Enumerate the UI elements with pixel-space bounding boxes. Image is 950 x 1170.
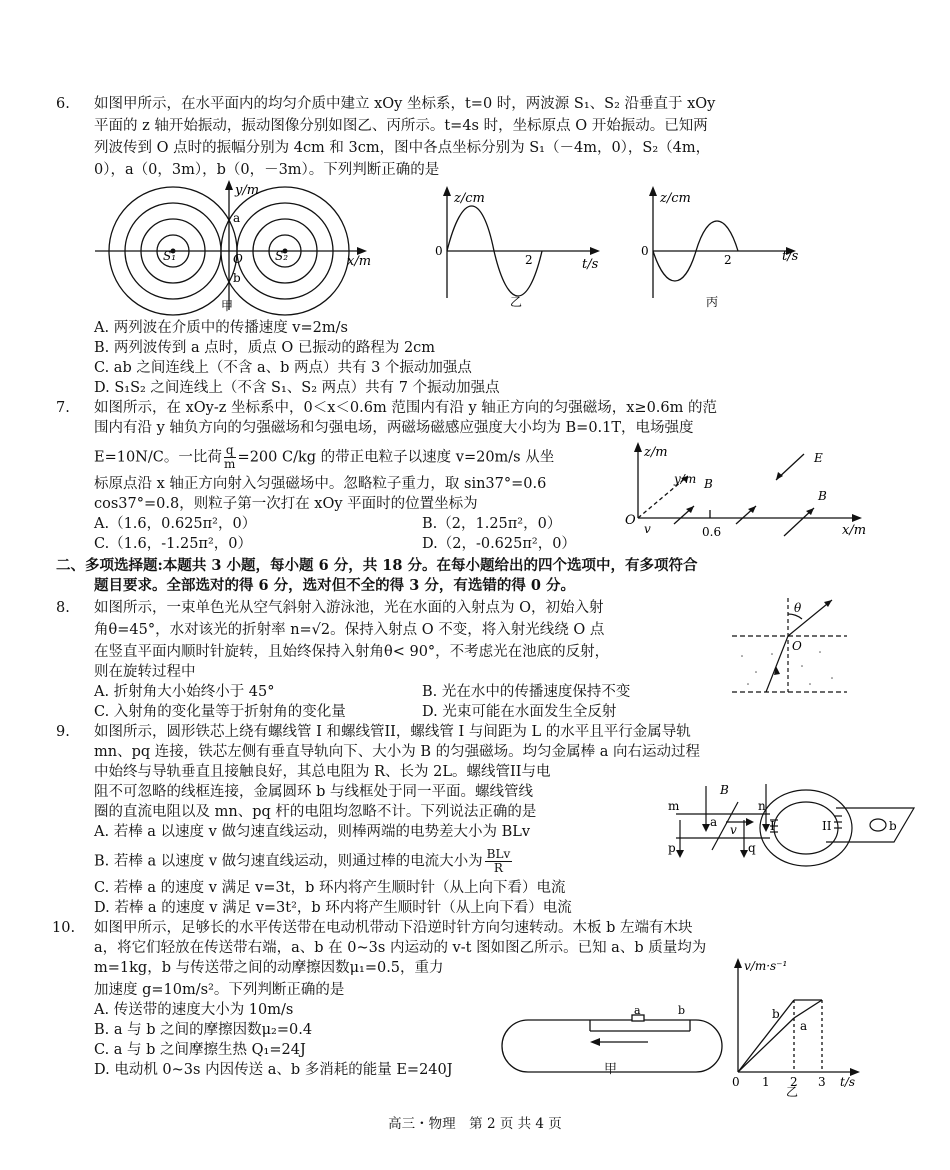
q8-line-4: 则在旋转过程中 — [94, 664, 196, 680]
fig9-coil-i: I — [770, 819, 775, 833]
fig-jia-caption: 甲 — [221, 299, 234, 313]
q8-line-1: 如图所示，一束单色光从空气斜射入游泳池，光在水面的入射点为 O，初始入射 — [94, 600, 604, 616]
q7-line-5: cos37°=0.8，则粒子第一次打在 xOy 平面时的位置坐标为 — [94, 496, 478, 512]
q6-number: 6. — [56, 96, 70, 112]
q7-option-d[interactable]: D.（2，-0.625π²，0） — [422, 536, 576, 552]
fig9-v: v — [730, 823, 737, 837]
fig9-b: B — [720, 783, 729, 797]
q8-option-a[interactable]: A. 折射角大小始终小于 45° — [94, 684, 275, 700]
fig10-v-label: v/m·s⁻¹ — [744, 959, 788, 973]
q7-fraction-top: q — [225, 443, 234, 457]
fig8-o: O — [792, 639, 802, 653]
fig7-origin: O — [625, 513, 636, 528]
fig-yi-two: 2 — [525, 253, 533, 267]
q6-figure-jia — [95, 182, 380, 317]
fig-yi-caption: 乙 — [510, 295, 523, 309]
q7-option-b[interactable]: B.（2，1.25π²，0） — [422, 516, 562, 532]
q7-option-a[interactable]: A.（1.6，0.625π²，0） — [94, 516, 257, 532]
q9-line-2: mn、pq 连接，铁芯左侧有垂直导轨向下、大小为 B 的匀强磁场。均匀金属棒 a 向右运动过程 — [94, 744, 700, 760]
fig10-b: b — [678, 1004, 686, 1017]
fig10-t0: 0 — [732, 1075, 740, 1089]
fig7-b1: B — [704, 477, 713, 491]
fig7-z-label: z/m — [644, 445, 668, 460]
q9-line-1: 如图所示，圆形铁芯上绕有螺线管 I 和螺线管II，螺线管 I 与间距为 L 的水平且平行金属导轨 — [94, 724, 691, 740]
q10-option-b[interactable]: B. a 与 b 之间的摩擦因数μ₂=0.4 — [94, 1022, 313, 1038]
q9-line-4: 阻不可忽略的线框连接，金属圆环 b 与线框处于同一平面。螺线管线 — [94, 784, 533, 800]
q7-line-3 — [94, 444, 554, 471]
q10-line-2: a，将它们轻放在传送带右端，a、b 在 0~3s 内运动的 v-t 图如图乙所示。已知 a、b 质量均为 — [94, 940, 707, 956]
q6-option-a[interactable]: A. 两列波在介质中的传播速度 v=2m/s — [94, 320, 348, 336]
q10-figure-yi — [722, 958, 872, 1098]
fig10-t1: 1 — [762, 1075, 770, 1089]
q7-number: 7. — [56, 400, 70, 416]
q9-option-c[interactable]: C. 若棒 a 的速度 v 满足 v=3t，b 环内将产生顺时针（从上向下看）电流 — [94, 880, 566, 896]
fig10-line-b: b — [772, 1007, 780, 1021]
q8-line-3: 在竖直平面内顺时针旋转，且始终保持入射角θ< 90°，不考虑光在池底的反射， — [94, 644, 610, 660]
q9-option-d[interactable]: D. 若棒 a 的速度 v 满足 v=3t²，b 环内将产生顺时针（从上向下看）电流 — [94, 900, 572, 916]
fig7-v: v — [644, 522, 651, 536]
fig-bing-two: 2 — [724, 253, 732, 267]
q10-line-4: 加速度 g=10m/s²。下列判断正确的是 — [94, 982, 345, 998]
q8-option-b[interactable]: B. 光在水中的传播速度保持不变 — [422, 684, 631, 700]
q7-line-3-pre: E=10N/C。一比荷 — [94, 449, 222, 466]
q7-line-2: 围内有沿 y 轴负方向的匀强磁场和匀强电场，两磁场磁感应强度大小均为 B=0.1T，电场强度 — [94, 420, 694, 436]
fig-jia-y-label: y/m — [235, 183, 260, 198]
q6-line-4: 0），a（0，3m），b（0，－3m）。下列判断正确的是 — [94, 162, 440, 178]
q7-line-1: 如图所示，在 xOy-z 坐标系中，0＜x＜0.6m 范围内有沿 y 轴正方向的匀强磁场，x≥0.6m 的范 — [94, 400, 717, 416]
q9-line-3: 中始终与导轨垂直且接触良好，其总电阻为 R、长为 2L。螺线管II与电 — [94, 764, 551, 780]
fig-jia-s2: S₂ — [275, 249, 289, 263]
fig7-b2: B — [818, 489, 827, 503]
fig9-coil-ii: II — [822, 819, 832, 833]
q9-option-b-text: B. 若棒 a 以速度 v 做匀速直线运动，则通过棒的电流大小为 — [94, 853, 483, 870]
section2-line-1: 二、多项选择题:本题共 3 小题，每小题 6 分，共 18 分。在每小题给出的四个选项中，有多项符合 — [56, 557, 698, 574]
fig-yi-z-label: z/cm — [454, 191, 485, 206]
fig7-x06: 0.6 — [702, 525, 722, 539]
q6-option-d[interactable]: D. S₁S₂ 之间连线上（不含 S₁、S₂ 两点）共有 7 个振动加强点 — [94, 380, 500, 396]
section2-line-2: 题目要求。全部选对的得 6 分，选对但不全的得 3 分，有选错的得 0 分。 — [94, 577, 576, 594]
q8-option-d[interactable]: D. 光束可能在水面发生全反射 — [422, 704, 617, 720]
fig-jia-s1: S₁ — [163, 249, 177, 263]
q8-figure — [732, 596, 852, 698]
fig-jia-b: b — [233, 271, 241, 285]
q10-option-c[interactable]: C. a 与 b 之间摩擦生热 Q₁=24J — [94, 1042, 306, 1058]
fig-jia-x-label: x/m — [347, 254, 372, 269]
q9-fraction-top: BLv — [486, 847, 511, 861]
q6-line-1: 如图甲所示，在水平面内的均匀介质中建立 xOy 坐标系，t=0 时，两波源 S₁、S₂ 沿垂直于 xOy — [94, 96, 716, 112]
q7-charge-ratio-fraction — [224, 444, 236, 471]
fig-jia-o: O — [233, 252, 243, 266]
fig-bing-z-label: z/cm — [660, 191, 691, 206]
q6-line-3: 列波传到 O 点时的振幅分别为 4cm 和 3cm，图中各点坐标分别为 S₁（－4m，0），S₂（4m， — [94, 140, 711, 156]
q6-figure-yi — [432, 188, 612, 310]
fig-bing-caption: 丙 — [706, 295, 719, 309]
fig10-t3: 3 — [818, 1075, 826, 1089]
q6-option-c[interactable]: C. ab 之间连线上（不含 a、b 两点）共有 3 个振动加强点 — [94, 360, 472, 376]
fig-bing-t-label: t/s — [782, 249, 799, 264]
q7-fraction-bottom: m — [224, 457, 236, 471]
fig10-yi-caption: 乙 — [786, 1085, 799, 1099]
q7-option-c[interactable]: C.（1.6，-1.25π²，0） — [94, 536, 252, 552]
fig8-theta: θ — [794, 601, 802, 615]
fig9-p: p — [668, 841, 676, 855]
q9-option-b[interactable] — [94, 848, 514, 875]
q9-fraction-bottom: R — [493, 861, 503, 875]
fig9-ring-b: b — [889, 819, 897, 833]
fig9-a: a — [710, 815, 718, 829]
q7-figure — [624, 440, 874, 540]
q9-option-a[interactable]: A. 若棒 a 以速度 v 做匀速直线运动，则棒两端的电势差大小为 BLv — [94, 824, 531, 840]
q6-option-b[interactable]: B. 两列波传到 a 点时，质点 O 已振动的路程为 2cm — [94, 340, 436, 356]
q7-line-4: 标原点沿 x 轴正方向射入匀强磁场中。忽略粒子重力，取 sin37°=0.6 — [94, 476, 547, 492]
q10-line-3: m=1kg，b 与传送带之间的动摩擦因数μ₁=0.5，重力 — [94, 960, 444, 976]
q6-line-2: 平面的 z 轴开始振动，振动图像分别如图乙、丙所示。t=4s 时，坐标原点 O 开始振动。已知两 — [94, 118, 708, 134]
q10-line-1: 如图甲所示，足够长的水平传送带在电动机带动下沿逆时针方向匀速转动。木板 b 左端有木块 — [94, 920, 693, 936]
q10-option-d[interactable]: D. 电动机 0~3s 内因传送 a、b 多消耗的能量 E=240J — [94, 1062, 453, 1078]
fig-bing-zero: 0 — [641, 244, 649, 258]
page-footer: 高三・物理 第 2 页 共 4 页 — [388, 1116, 562, 1132]
fig-yi-t-label: t/s — [582, 257, 599, 272]
q10-option-a[interactable]: A. 传送带的速度大小为 10m/s — [94, 1002, 294, 1018]
q9-option-b-fraction — [485, 848, 513, 875]
q8-number: 8. — [56, 600, 70, 616]
fig10-t2: 2 — [790, 1075, 798, 1089]
q10-number: 10. — [52, 920, 76, 936]
fig10-line-a: a — [800, 1019, 808, 1033]
q8-option-c[interactable]: C. 入射角的变化量等于折射角的变化量 — [94, 704, 346, 720]
fig9-q: q — [748, 841, 756, 855]
fig9-n: n — [758, 799, 766, 813]
q9-figure — [666, 780, 916, 870]
fig10-a: a — [634, 1004, 641, 1017]
q9-line-5: 圈的直流电阻以及 mn、pq 杆的电阻均忽略不计。下列说法正确的是 — [94, 804, 537, 820]
q7-line-3-post: =200 C/kg 的带正电粒子以速度 v=20m/s 从坐 — [237, 449, 555, 466]
q8-line-2: 角θ=45°，水对该光的折射率 n=√2。保持入射点 O 不变，将入射光线绕 O 点 — [94, 622, 605, 638]
q9-number: 9. — [56, 724, 70, 740]
q6-figure-bing — [638, 188, 818, 310]
fig7-e: E — [814, 451, 823, 465]
fig7-y-label: y/m — [674, 472, 697, 486]
fig-jia-a: a — [233, 211, 241, 225]
fig9-m: m — [668, 799, 680, 813]
fig-yi-zero: 0 — [435, 244, 443, 258]
fig10-jia-caption: 甲 — [604, 1062, 618, 1077]
fig10-t-label: t/s — [840, 1075, 856, 1089]
fig7-x-label: x/m — [842, 523, 867, 538]
